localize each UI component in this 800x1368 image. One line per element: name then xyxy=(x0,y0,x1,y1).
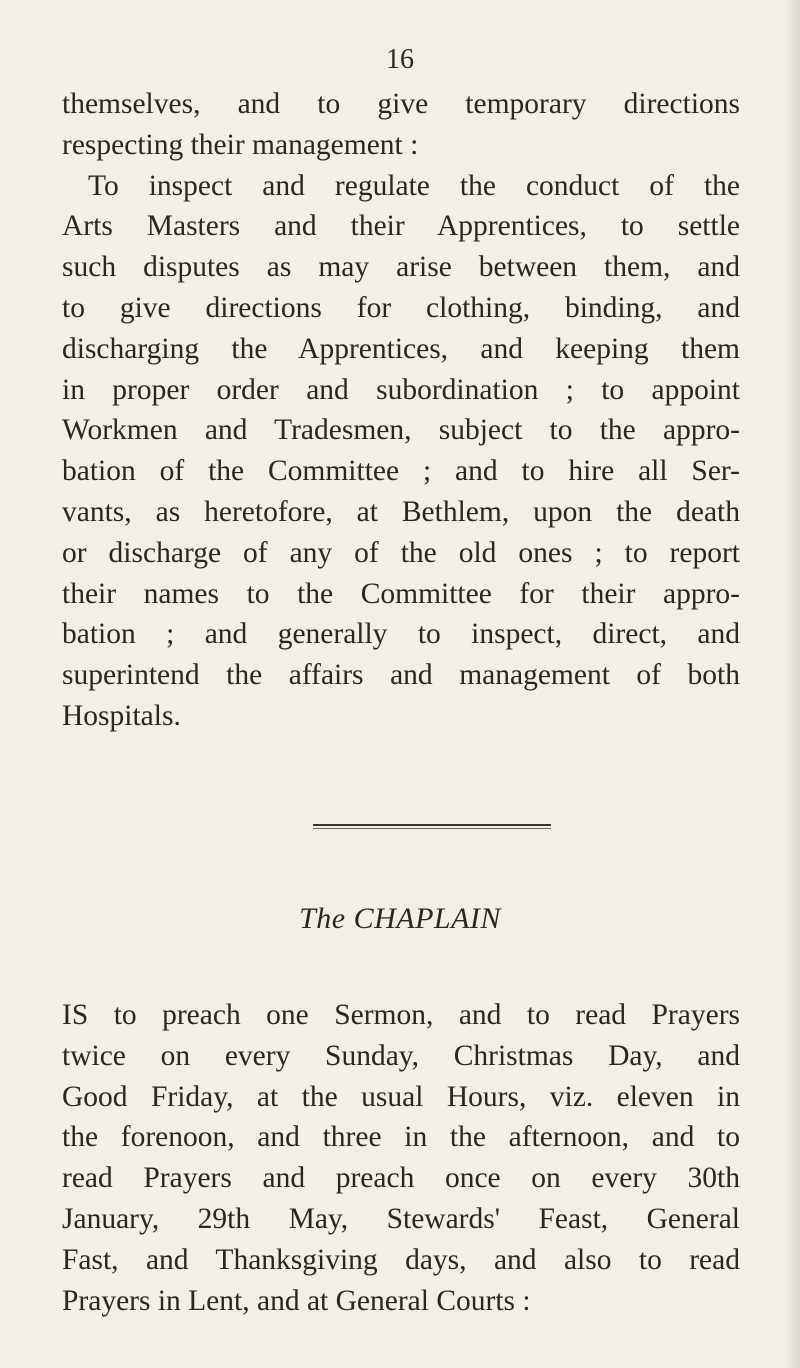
text-line: their names to the Committee for their appro- xyxy=(62,577,740,610)
page-edge-shadow xyxy=(786,0,800,1368)
paragraph-chaplain xyxy=(62,995,740,1321)
text-line: IS to preach one Sermon, and to read Prayers xyxy=(62,999,740,1031)
text-line: Prayers in Lent, and at General Courts : xyxy=(62,1284,531,1317)
text-line: bation ; and generally to inspect, direct, and xyxy=(62,618,740,651)
text-line: January, 29th May, Stewards' Feast, General xyxy=(62,1202,740,1235)
text-line: Arts Masters and their Apprentices, to settle xyxy=(62,210,740,243)
text-line: discharging the Apprentices, and keeping them xyxy=(62,332,740,365)
text-line: superintend the affairs and management of both xyxy=(62,659,740,692)
text-line: bation of the Committee ; and to hire all Ser- xyxy=(62,455,740,488)
text-line: To inspect and regulate the conduct of the xyxy=(88,169,740,202)
text-line: to give directions for clothing, binding, and xyxy=(62,291,740,324)
text-line: in proper order and subordination ; to appoint xyxy=(62,373,740,406)
text-line: vants, as heretofore, at Bethlem, upon the death xyxy=(62,495,740,528)
text-line: Good Friday, at the usual Hours, viz. eleven in xyxy=(62,1080,740,1113)
paragraph-management xyxy=(62,84,740,737)
text-line: or discharge of any of the old ones ; to report xyxy=(62,536,740,569)
text-line: twice on every Sunday, Christmas Day, and xyxy=(62,1039,740,1072)
text-line: read Prayers and preach once on every 30th xyxy=(62,1162,740,1195)
text-line: Fast, and Thanksgiving days, and also to read xyxy=(62,1243,740,1276)
text-line: the forenoon, and three in the afternoon, and to xyxy=(62,1121,740,1154)
text-line: such disputes as may arise between them, and xyxy=(62,251,740,284)
section-divider-rule xyxy=(313,824,551,829)
text-line: Workmen and Tradesmen, subject to the appro- xyxy=(62,414,740,447)
text-line: respecting their management : xyxy=(62,128,419,161)
section-title: The CHAPLAIN xyxy=(299,902,501,935)
page-number: 16 xyxy=(386,44,414,75)
text-line: Hospitals. xyxy=(62,699,181,732)
text-line: themselves, and to give temporary directions xyxy=(62,88,740,120)
